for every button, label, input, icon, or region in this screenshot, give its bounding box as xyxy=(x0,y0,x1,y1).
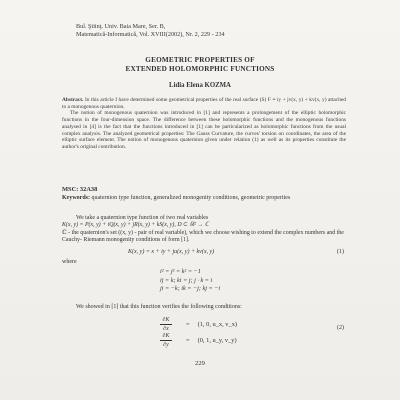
keywords-section xyxy=(62,195,346,202)
quaternion-identities xyxy=(160,268,220,294)
paper-title xyxy=(60,56,340,74)
title-line2: EXTENDED HOLOMORPHIC FUNCTIONS xyxy=(125,65,275,73)
title-line1: GEOMETRIC PROPERTIES OF xyxy=(145,56,255,64)
msc-classification: MSC: 32A38 xyxy=(62,186,98,193)
equation-2-row-2 xyxy=(160,333,237,348)
partial-k-y xyxy=(160,333,172,348)
keywords-text: quaternion type function, generalized monogenity conditions, geometric properties xyxy=(90,195,291,201)
abstract-label: Abstract. xyxy=(62,97,84,103)
intro-paragraph-2: ℂ - the quaternion's set ((x, y) - pair of real variable), which we choose wishing to extend the complex numbers and the Cauchy- Riemann monogenity conditions of form [1]. xyxy=(62,229,344,243)
fraction-bar xyxy=(160,324,172,325)
equation-2-number: (2) xyxy=(337,325,344,331)
partial-k-y-value: (0, 1, u_y, v_y) xyxy=(197,336,237,344)
abstract-text-1: In this article I have determined some geometrical properties of the real surface (S) F ≡ iy + jv(x, y) + kv(x, y) attached to a monogenous quaternion. xyxy=(62,97,346,110)
identity-row-2: ij = k; ki = j; j · k = i xyxy=(160,276,213,284)
intro-paragraph-1: We take a quaternion type function of two real variables xyxy=(76,215,209,221)
author-name: Lidia Elena KOZMA xyxy=(169,82,231,89)
equation-2-row-1 xyxy=(160,317,237,332)
journal-header-line2: Matematică-Informatică, Vol. XVIII(2002), Nr. 2, 229 - 234 xyxy=(76,31,225,38)
partial-k-x-value: (1, 0, u_x, v_x) xyxy=(197,320,238,328)
abstract-paragraph-2: The notion of monogenous quaternion was introduced in [1] and represents a prolongement of the elliptic holomorphic functions in the four-dimension space. The difference between these holomorphic functions and the monogenous functions analysed in [4] is the fact that the functions introduced in [1] can be particularized as holomorphic functions from the usual complex analysis. The analyzed geometrical properties: The Gauss Curvature, the curves' torsion on coordinates, the area of the elliptic surface element. The notion of monogenous quaternion given under relation (1) as well as its properties constitute the author's original contribution. xyxy=(62,110,346,150)
keywords-label: Keywords: xyxy=(62,195,90,201)
identity-row-1: i² = j² = k² = −1 xyxy=(160,268,201,275)
journal-header xyxy=(76,23,225,39)
partial-k-x-denominator: ∂x xyxy=(163,325,169,332)
abstract-section xyxy=(62,97,346,151)
abstract-paragraph-1 xyxy=(62,97,346,110)
partial-k-x-numerator: ∂K xyxy=(162,317,170,323)
partial-k-x xyxy=(160,317,172,332)
equation-1: K(x, y) = x + iy + ju(x, y) + kv(x, y) xyxy=(128,249,215,255)
equals-sign: = xyxy=(186,320,190,328)
intro-section xyxy=(62,215,346,244)
where-label: where xyxy=(62,259,77,265)
conditions-intro: We showed in [1] that this function verifies the following conditions: xyxy=(76,304,242,310)
intro-formula: K(x, y) = P(x, y) + iQ(x, y) + jR(x, y) + kS(x, y), D ⊂ ℝ² → ℂ xyxy=(62,222,209,229)
identity-row-3: ji = −k; ik = −j; kj = −i xyxy=(160,285,221,293)
page-number: 229 xyxy=(195,360,205,367)
fraction-bar xyxy=(160,340,172,341)
partial-k-y-numerator: ∂K xyxy=(162,333,170,339)
equals-sign: = xyxy=(186,336,190,344)
partial-k-y-denominator: ∂y xyxy=(163,341,169,348)
journal-header-line1: Bul. Ştiinţ. Univ. Baia Mare, Ser. B, xyxy=(76,23,166,30)
equation-1-number: (1) xyxy=(337,249,344,255)
